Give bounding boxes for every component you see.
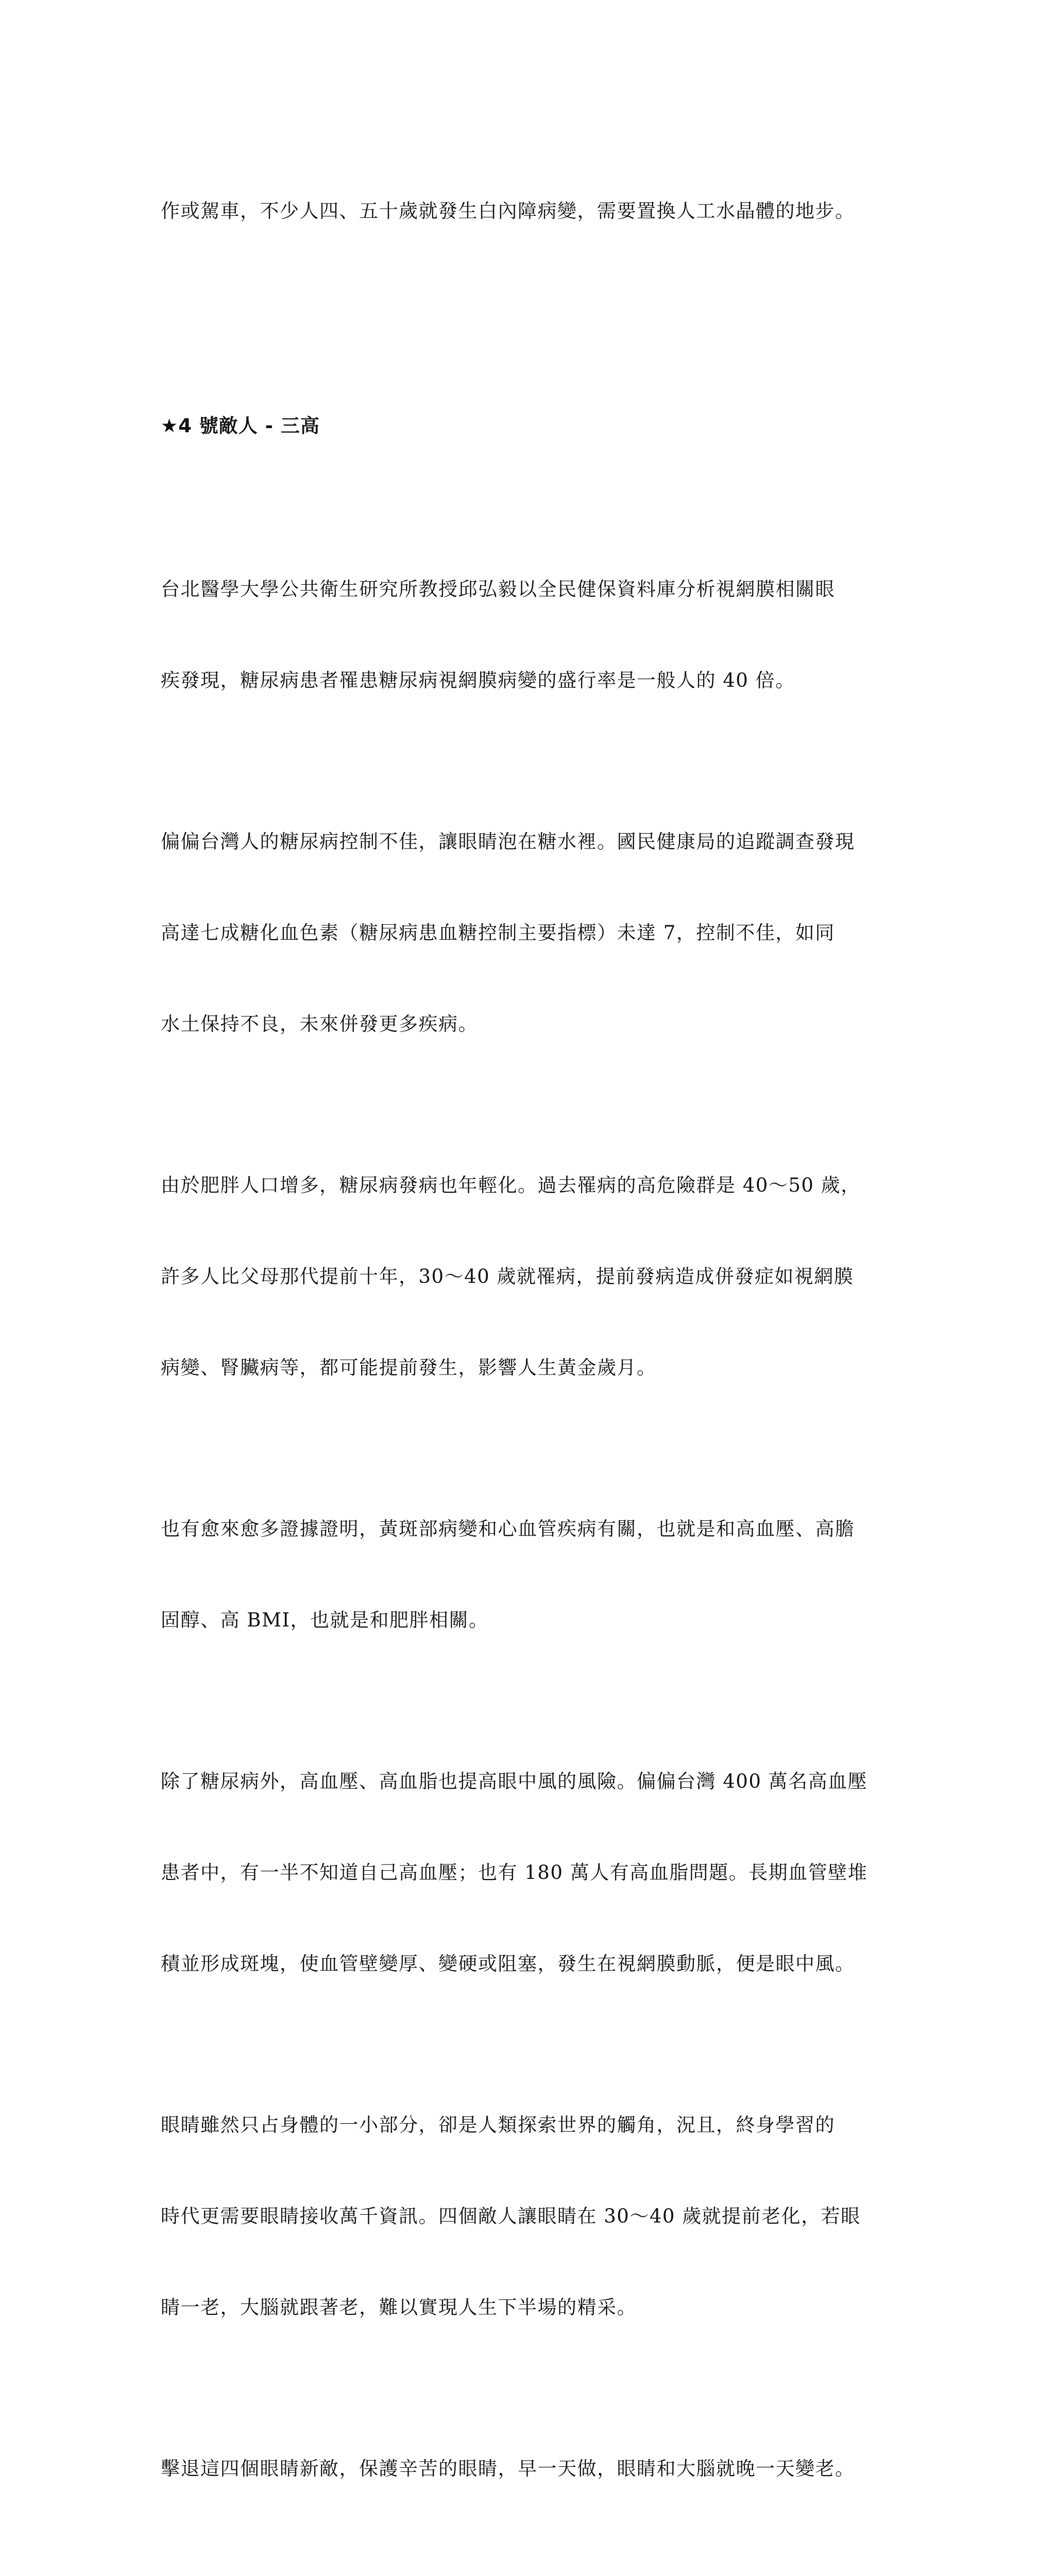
text-line: 台北醫學大學公共衛生研究所教授邱弘毅以全民健保資料庫分析視網膜相關眼: [161, 578, 835, 600]
text-line: 水土保持不良，未來併發更多疾病。: [161, 1013, 478, 1035]
text-line: 病變、腎臟病等，都可能提前發生，影響人生黃金歲月。: [161, 1357, 657, 1379]
text-line: 睛一老，大腦就跟著老，難以實現人生下半場的精采。: [161, 2296, 637, 2318]
heading-text: ★4 號敵人 - 三高: [161, 415, 320, 437]
paragraph-eye-stroke-risk: [161, 1705, 923, 2040]
paragraph-macular-cardiovascular: [161, 1453, 923, 1696]
text-line: 由於肥胖人口增多，糖尿病發病也年輕化。過去罹病的高危險群是 40～50 歲，: [161, 1174, 861, 1196]
text-line: 除了糖尿病外，高血壓、高血脂也提高眼中風的風險。偏偏台灣 400 萬名高血壓: [161, 1770, 868, 1792]
text-line: 患者中，有一半不知道自己高血壓；也有 180 萬人有高血脂問題。長期血管壁堆: [161, 1861, 868, 1884]
text-line: 作或駕車，不少人四、五十歲就發生白內障病變，需要置換人工水晶體的地步。: [161, 200, 855, 222]
paragraph-blood-sugar-control: [161, 766, 923, 1100]
text-line: 許多人比父母那代提前十年，30～40 歲就罹病，提前發病造成併發症如視網膜: [161, 1265, 854, 1287]
text-line: 眼睛雖然只占身體的一小部分，卻是人類探索世界的觸角，況且，終身學習的: [161, 2114, 835, 2136]
text-line: 擊退這四個眼睛新敵，保護辛苦的眼睛，早一天做，眼睛和大腦就晚一天變老。: [161, 2458, 855, 2480]
paragraph-diabetes-retinopathy: [161, 513, 923, 756]
paragraph-obesity-younger-onset: [161, 1109, 923, 1444]
paragraph-defeat-enemies: [161, 2393, 923, 2545]
text-line: 時代更需要眼睛接收萬千資訊。四個敵人讓眼睛在 30～40 歲就提前老化，若眼: [161, 2205, 861, 2227]
text-line: 疾發現，糖尿病患者罹患糖尿病視網膜病變的盛行率是一般人的 40 倍。: [161, 669, 795, 691]
paragraph-cataract-continued: [161, 135, 923, 287]
text-line: 也有愈來愈多證據證明，黃斑部病變和心血管疾病有關，也就是和高血壓、高膽: [161, 1518, 855, 1540]
text-line: 高達七成糖化血色素（糖尿病患血糖控制主要指標）未達 7，控制不佳，如同: [161, 922, 835, 944]
text-line: 固醇、高 BMI，也就是和肥胖相關。: [161, 1609, 489, 1631]
text-line: 偏偏台灣人的糖尿病控制不佳，讓眼睛泡在糖水裡。國民健康局的追蹤調查發現: [161, 831, 855, 853]
subheading-daily-care: [161, 2554, 923, 2576]
paragraph-eyes-exploring-world: [161, 2049, 923, 2383]
text-line: 積並形成斑塊，使血管壁變厚、變硬或阻塞，發生在視網膜動脈，便是眼中風。: [161, 1953, 855, 1975]
document-body: [161, 135, 923, 2576]
heading-enemy-4-three-highs: [161, 350, 923, 502]
